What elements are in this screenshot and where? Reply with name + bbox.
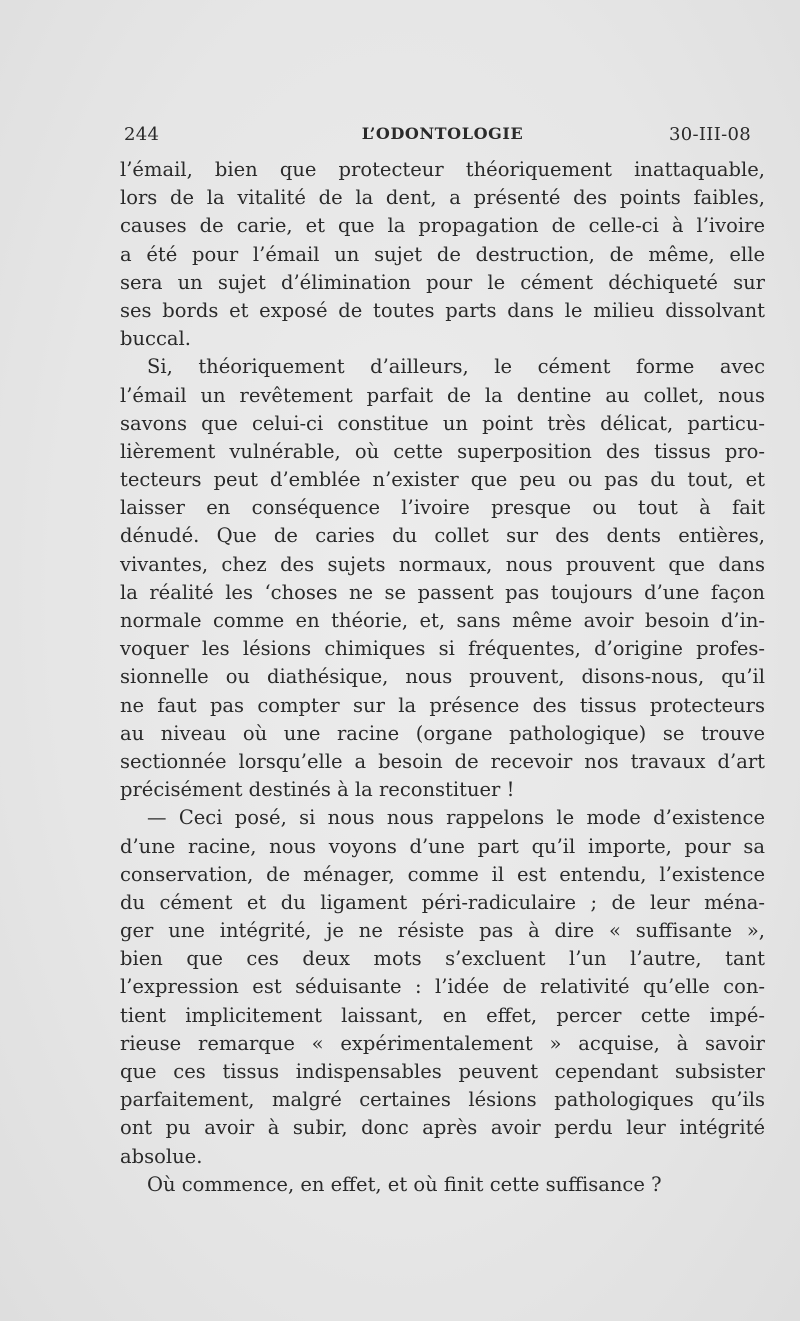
running-head bbox=[120, 124, 765, 150]
text-line: parfaitement, malgré certaines lésions pathologiques qu’ils bbox=[120, 1088, 765, 1112]
text-line: conservation, de ménager, comme il est entendu, l’existence bbox=[120, 862, 765, 886]
text-line: ont pu avoir à subir, donc après avoir perdu leur intégrité bbox=[120, 1116, 765, 1140]
text-line: absolue. bbox=[120, 1144, 203, 1168]
text-line: lors de la vitalité de la dent, a présenté des points faibles, bbox=[120, 186, 765, 210]
text-line: l’émail, bien que protecteur théoriquement inattaquable, bbox=[120, 158, 765, 181]
text-line: du cément et du ligament péri-radiculaire ; de leur ména- bbox=[120, 890, 765, 914]
text-line: d’une racine, nous voyons d’une part qu’il importe, pour sa bbox=[120, 834, 765, 858]
text-line: sera un sujet d’élimination pour le cément déchiqueté sur bbox=[120, 270, 765, 294]
text-line: ses bords et exposé de toutes parts dans le milieu dissolvant bbox=[120, 298, 765, 322]
page-number: 244 bbox=[124, 124, 160, 145]
text-line: ne faut pas compter sur la présence des tissus protecteurs bbox=[120, 693, 765, 717]
text-line: savons que celui-ci constitue un point très délicat, particu- bbox=[120, 411, 765, 435]
issue-date: 30-III-08 bbox=[668, 124, 751, 145]
text-line: Si, théoriquement d’ailleurs, le cément forme avec bbox=[147, 355, 765, 379]
text-line: lièrement vulnérable, où cette superposition des tissus pro- bbox=[120, 439, 765, 463]
text-line: tecteurs peut d’emblée n’exister que peu ou pas du tout, et bbox=[120, 468, 765, 492]
text-line: Où commence, en effet, et où finit cette suffisance ? bbox=[147, 1172, 662, 1196]
text-line: précisément destinés à la reconstituer ! bbox=[120, 778, 515, 802]
text-line: l’émail un revêtement parfait de la dentine au collet, nous bbox=[120, 383, 765, 407]
journal-title: L’ODONTOLOGIE bbox=[361, 124, 524, 143]
text-line: tient implicitement laissant, en effet, percer cette impé- bbox=[120, 1003, 765, 1027]
text-line: buccal. bbox=[120, 327, 191, 351]
text-line: laisser en conséquence l’ivoire presque ou tout à fait bbox=[120, 496, 765, 520]
text-line: vivantes, chez des sujets normaux, nous prouvent que dans bbox=[120, 552, 765, 576]
text-line: sectionnée lorsqu’elle a besoin de recevoir nos travaux d’art bbox=[120, 749, 765, 773]
text-line: ger une intégrité, je ne résiste pas à dire « suffisante », bbox=[120, 919, 765, 943]
text-line: a été pour l’émail un sujet de destruction, de même, elle bbox=[120, 242, 765, 266]
text-line: sionnelle ou diathésique, nous prouvent, disons-nous, qu’il bbox=[120, 665, 765, 689]
text-line: causes de carie, et que la propagation de celle-ci à l’ivoire bbox=[120, 214, 765, 238]
text-line: rieuse remarque « expérimentalement » acquise, à savoir bbox=[120, 1031, 765, 1055]
body-text bbox=[120, 156, 765, 1199]
text-line: au niveau où une racine (organe pathologique) se trouve bbox=[120, 721, 765, 745]
text-line: dénudé. Que de caries du collet sur des dents entières, bbox=[120, 524, 765, 548]
text-line: que ces tissus indispensables peuvent cependant subsister bbox=[120, 1060, 765, 1083]
text-line: — Ceci posé, si nous nous rappelons le mode d’existence bbox=[147, 806, 765, 830]
text-line: normale comme en théorie, et, sans même avoir besoin d’in- bbox=[120, 609, 765, 632]
text-line: voquer les lésions chimiques si fréquentes, d’origine profes- bbox=[120, 637, 765, 661]
text-line: la réalité les ‘choses ne se passent pas toujours d’une façon bbox=[120, 580, 765, 604]
text-line: l’expression est séduisante : l’idée de relativité qu’elle con- bbox=[120, 975, 765, 999]
text-line: bien que ces deux mots s’excluent l’un l’autre, tant bbox=[120, 947, 765, 971]
